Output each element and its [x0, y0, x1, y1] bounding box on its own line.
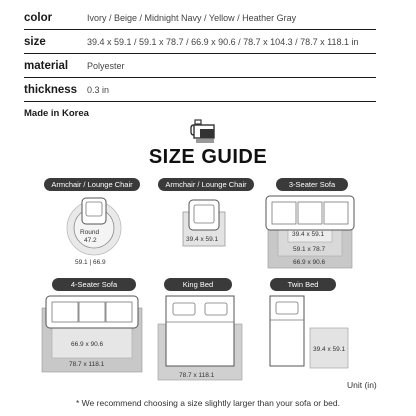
round-label: Round	[80, 229, 100, 236]
footnote: * We recommend choosing a size slightly larger than your sofa or bed.	[76, 398, 340, 408]
four-seater-size-large: 78.7 x 118.1	[69, 361, 105, 368]
round-value: 47.2	[84, 237, 97, 244]
divider	[24, 77, 376, 78]
spec-label: thickness	[24, 84, 78, 96]
divider	[24, 53, 376, 54]
guide-label-king-bed: King Bed	[164, 278, 232, 291]
divider	[24, 101, 376, 102]
divider	[24, 29, 376, 30]
king-bed-diagram	[156, 294, 244, 382]
spec-label: color	[24, 12, 53, 24]
spec-value: Polyester	[87, 61, 125, 71]
spec-row-color	[24, 8, 376, 30]
unit-label: Unit (in)	[347, 380, 377, 390]
spec-row-thickness	[24, 80, 376, 102]
three-seater-size-large: 66.9 x 90.6	[293, 259, 326, 266]
guide-label-4-seater-sofa: 4-Seater Sofa	[52, 278, 136, 291]
page-title: SIZE GUIDE	[148, 146, 268, 168]
guide-label-armchair-rect: Armchair / Lounge Chair	[158, 178, 254, 191]
twin-bed-size: 39.4 x 59.1	[313, 346, 346, 353]
spec-value: 0.3 in	[87, 85, 110, 95]
king-bed-size: 78.7 x 118.1	[179, 372, 215, 379]
spec-label: material	[24, 60, 69, 72]
made-in-label: Made in Korea	[24, 108, 89, 119]
spec-row-size	[24, 32, 376, 54]
armchair-rug-size: 39.4 x 59.1	[186, 236, 219, 243]
guide-label-twin-bed: Twin Bed	[270, 278, 336, 291]
spec-value: Ivory / Beige / Midnight Navy / Yellow / Heather Gray	[87, 13, 297, 23]
three-seater-size-small: 39.4 x 59.1	[292, 231, 325, 238]
round-caption: 59.1 | 66.9	[75, 259, 106, 266]
spec-row-material	[24, 56, 376, 78]
guide-label-3-seater-sofa: 3-Seater Sofa	[276, 178, 348, 191]
rug-roll-icon	[190, 118, 220, 144]
spec-value: 39.4 x 59.1 / 59.1 x 78.7 / 66.9 x 90.6 / 78.7 x 104.3 / 78.7 x 118.1 in	[87, 37, 359, 47]
guide-label-armchair-round: Armchair / Lounge Chair	[44, 178, 140, 191]
four-seater-size-medium: 66.9 x 90.6	[71, 341, 104, 348]
spec-label: size	[24, 36, 46, 48]
three-seater-size-medium: 59.1 x 78.7	[293, 246, 326, 253]
twin-bed-diagram	[268, 294, 350, 374]
round-rug-diagram	[60, 196, 128, 256]
